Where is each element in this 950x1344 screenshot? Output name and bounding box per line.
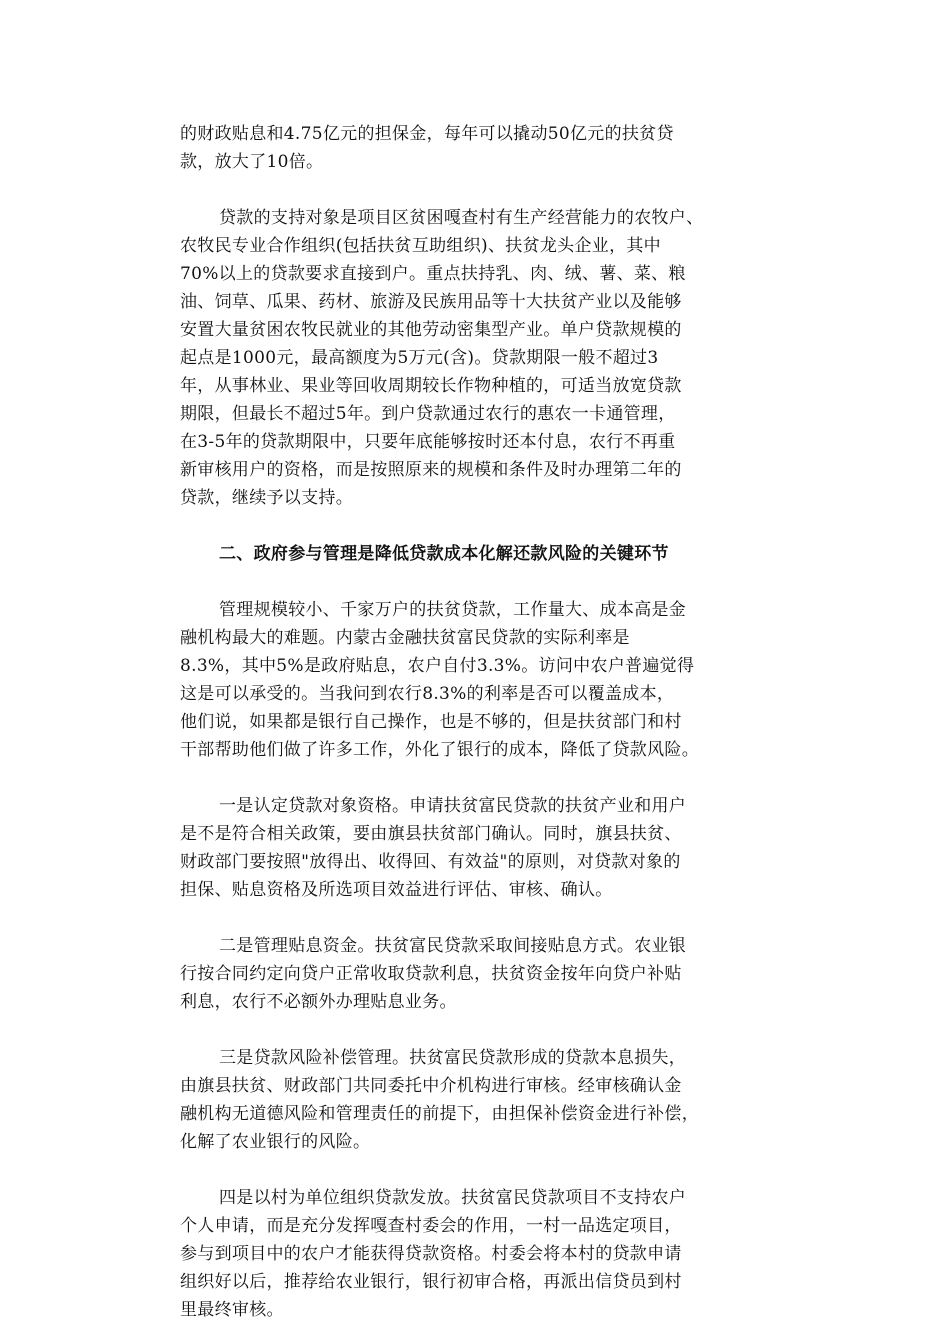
text-line: 财政部门要按照"放得出、收得回、有效益"的原则，对贷款对象的 (180, 852, 681, 872)
text-line: 担保、贴息资格及所选项目效益进行评估、审核、确认。 (180, 880, 613, 900)
text-line: 在3-5年的贷款期限中，只要年底能够按时还本付息，农行不再重 (180, 432, 676, 452)
text-line: 由旗县扶贫、财政部门共同委托中介机构进行审核。经审核确认金 (180, 1076, 682, 1096)
text-line: 期限，但最长不超过5年。到户贷款通过农行的惠农一卡通管理， (180, 404, 676, 424)
text-line: 参与到项目中的农户才能获得贷款资格。村委会将本村的贷款申请 (180, 1244, 682, 1264)
text-line: 的财政贴息和4.75亿元的担保金，每年可以撬动50亿元的扶贫贷 (180, 124, 674, 144)
text-line: 是不是符合相关政策，要由旗县扶贫部门确认。同时，旗县扶贫、 (180, 824, 682, 844)
text-line: 新审核用户的资格，而是按照原来的规模和条件及时办理第二年的 (180, 460, 682, 480)
paragraph (180, 204, 780, 512)
text-line: 一是认定贷款对象资格。申请扶贫富民贷款的扶贫产业和用户 (219, 796, 687, 816)
text-line: 融机构无道德风险和管理责任的前提下，由担保补偿资金进行补偿， (180, 1104, 699, 1124)
text-line: 这是可以承受的。当我问到农行8.3%的利率是否可以覆盖成本， (180, 684, 675, 704)
text-line: 利息，农行不必额外办理贴息业务。 (180, 992, 457, 1012)
text-line: 融机构最大的难题。内蒙古金融扶贫富民贷款的实际利率是 (180, 628, 630, 648)
text-line: 里最终审核。 (180, 1300, 284, 1320)
paragraph (180, 792, 780, 904)
text-line: 年，从事林业、果业等回收周期较长作物种植的，可适当放宽贷款 (180, 376, 682, 396)
text-line: 款，放大了10倍。 (180, 152, 324, 172)
text-line: 油、饲草、瓜果、药材、旅游及民族用品等十大扶贫产业以及能够 (180, 292, 682, 312)
text-line: 四是以村为单位组织贷款发放。扶贫富民贷款项目不支持农户 (219, 1188, 687, 1208)
paragraph (180, 1044, 780, 1156)
text-line: 农牧民专业合作组织(包括扶贫互助组织)、扶贫龙头企业，其中 (180, 236, 661, 256)
text-line: 70%以上的贷款要求直接到户。重点扶持乳、肉、绒、薯、菜、粮 (180, 264, 686, 284)
paragraph (180, 120, 780, 176)
text-line: 二是管理贴息资金。扶贫富民贷款采取间接贴息方式。农业银 (219, 936, 687, 956)
text-line: 贷款，继续予以支持。 (180, 488, 353, 508)
text-line: 贷款的支持对象是项目区贫困嘎查村有生产经营能力的农牧户、 (219, 208, 704, 228)
paragraph (180, 596, 780, 764)
text-line: 化解了农业银行的风险。 (180, 1132, 371, 1152)
document-body (180, 120, 780, 1324)
text-line: 三是贷款风险补偿管理。扶贫富民贷款形成的贷款本息损失， (219, 1048, 687, 1068)
section-heading: 二、政府参与管理是降低贷款成本化解还款风险的关键环节 (219, 544, 669, 564)
paragraph (180, 1184, 780, 1324)
text-line: 管理规模较小、千家万户的扶贫贷款，工作量大、成本高是金 (219, 600, 687, 620)
text-line: 干部帮助他们做了许多工作，外化了银行的成本，降低了贷款风险。 (180, 740, 699, 760)
text-line: 个人申请，而是充分发挥嘎查村委会的作用，一村一品选定项目， (180, 1216, 682, 1236)
text-line: 组织好以后，推荐给农业银行，银行初审合格，再派出信贷员到村 (180, 1272, 682, 1292)
text-line: 起点是1000元，最高额度为5万元(含)。贷款期限一般不超过3 (180, 348, 659, 368)
paragraph (180, 932, 780, 1016)
text-line: 行按合同约定向贷户正常收取贷款利息，扶贫资金按年向贷户补贴 (180, 964, 682, 984)
text-line: 安置大量贫困农牧民就业的其他劳动密集型产业。单户贷款规模的 (180, 320, 682, 340)
text-line: 他们说，如果都是银行自己操作，也是不够的，但是扶贫部门和村 (180, 712, 682, 732)
text-line: 8.3%，其中5%是政府贴息，农户自付3.3%。访问中农户普遍觉得 (180, 656, 695, 676)
